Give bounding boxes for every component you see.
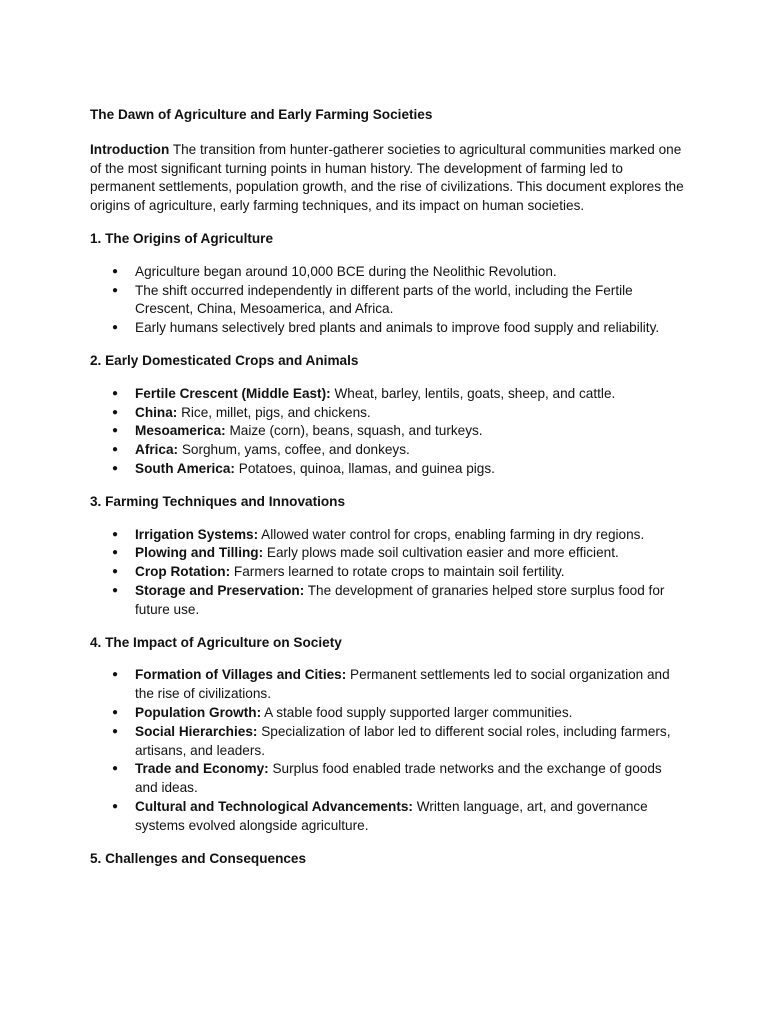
list-item-term: Irrigation Systems: bbox=[135, 526, 259, 542]
bullet-icon: ● bbox=[112, 444, 119, 456]
list-item bbox=[90, 441, 688, 460]
bullet-list bbox=[90, 385, 688, 479]
list-item bbox=[90, 704, 688, 723]
section-heading: 5. Challenges and Consequences bbox=[90, 850, 307, 866]
list-item-text: Potatoes, quinoa, llamas, and guinea pigs. bbox=[238, 460, 495, 476]
list-item bbox=[90, 544, 688, 563]
list-item-term: Formation of Villages and Cities: bbox=[135, 667, 347, 683]
bullet-icon: ● bbox=[112, 669, 119, 681]
list-item-text: Farmers learned to rotate crops to maintain soil fertility. bbox=[233, 564, 565, 580]
list-item-text: The shift occurred independently in different parts of the world, including the Fertile Crescent, China, Mesoamerica, and Africa. bbox=[135, 282, 633, 317]
list-item bbox=[90, 404, 688, 423]
section-heading: 4. The Impact of Agriculture on Society bbox=[90, 634, 342, 650]
list-item bbox=[90, 422, 688, 441]
list-item-term: Africa: bbox=[135, 442, 179, 458]
list-item-text: Agriculture began around 10,000 BCE during the Neolithic Revolution. bbox=[135, 263, 557, 279]
bullet-icon: ● bbox=[112, 763, 119, 775]
list-item-term: Trade and Economy: bbox=[135, 761, 269, 777]
intro-label: Introduction bbox=[90, 141, 170, 157]
bullet-icon: ● bbox=[112, 706, 119, 718]
list-item bbox=[90, 563, 688, 582]
list-item-text: The development of granaries helped store surplus food for future use. bbox=[135, 582, 665, 617]
bullet-icon: ● bbox=[112, 322, 119, 334]
intro-paragraph bbox=[90, 141, 688, 216]
list-item bbox=[90, 798, 688, 836]
document-title: The Dawn of Agriculture and Early Farming Societies bbox=[90, 107, 433, 122]
list-item bbox=[90, 282, 688, 320]
section-heading: 3. Farming Techniques and Innovations bbox=[90, 493, 346, 509]
list-item bbox=[90, 723, 688, 761]
bullet-icon: ● bbox=[112, 387, 119, 399]
list-item-text: Sorghum, yams, coffee, and donkeys. bbox=[181, 442, 410, 458]
list-item bbox=[90, 526, 688, 545]
bullet-list bbox=[90, 526, 688, 620]
section-heading: 2. Early Domesticated Crops and Animals bbox=[90, 352, 359, 368]
list-item-text: Early humans selectively bred plants and animals to improve food supply and reliability. bbox=[135, 320, 660, 336]
list-item-text: A stable food supply supported larger communities. bbox=[264, 704, 573, 720]
list-item-text: Early plows made soil cultivation easier and more efficient. bbox=[266, 545, 619, 561]
list-item-text: Permanent settlements led to social organization and the rise of civilizations. bbox=[135, 667, 670, 702]
bullet-list bbox=[90, 666, 688, 835]
list-item bbox=[90, 760, 688, 798]
list-item-text: Rice, millet, pigs, and chickens. bbox=[181, 404, 371, 420]
bullet-icon: ● bbox=[112, 800, 119, 812]
list-item-term: Plowing and Tilling: bbox=[135, 545, 264, 561]
list-item-text: Specialization of labor led to different social roles, including farmers, artisans, and leaders. bbox=[135, 723, 671, 758]
list-item bbox=[90, 666, 688, 704]
intro-text: The transition from hunter-gatherer societies to agricultural communities marked one of the most significant turning points in human history. The development of farming led to permanent settlements, population growth, and the rise of civilizations. This document explores the origins of agriculture, early farming techniques, and its impact on human societies. bbox=[90, 141, 684, 214]
list-item-term: Fertile Crescent (Middle East): bbox=[135, 385, 331, 401]
list-item-term: Mesoamerica: bbox=[135, 423, 226, 439]
bullet-icon: ● bbox=[112, 566, 119, 578]
list-item bbox=[90, 582, 688, 620]
list-item bbox=[90, 385, 688, 404]
list-item-term: Cultural and Technological Advancements: bbox=[135, 798, 413, 814]
list-item bbox=[90, 263, 688, 282]
list-item-term: China: bbox=[135, 404, 178, 420]
list-item bbox=[90, 460, 688, 479]
list-item-term: Crop Rotation: bbox=[135, 564, 231, 580]
list-item-text: Written language, art, and governance systems evolved alongside agriculture. bbox=[135, 798, 648, 833]
bullet-icon: ● bbox=[112, 284, 119, 296]
bullet-icon: ● bbox=[112, 725, 119, 737]
list-item bbox=[90, 319, 688, 338]
list-item-term: Population Growth: bbox=[135, 704, 262, 720]
list-item-text: Allowed water control for crops, enabling farming in dry regions. bbox=[261, 526, 645, 542]
bullet-list bbox=[90, 263, 688, 338]
list-item-text: Wheat, barley, lentils, goats, sheep, and cattle. bbox=[334, 385, 616, 401]
bullet-icon: ● bbox=[112, 265, 119, 277]
sections-container bbox=[90, 230, 688, 868]
bullet-icon: ● bbox=[112, 528, 119, 540]
list-item-text: Maize (corn), beans, squash, and turkeys. bbox=[229, 423, 483, 439]
bullet-icon: ● bbox=[112, 584, 119, 596]
list-item-term: Storage and Preservation: bbox=[135, 582, 305, 598]
list-item-text: Surplus food enabled trade networks and the exchange of goods and ideas. bbox=[135, 761, 662, 796]
list-item-term: South America: bbox=[135, 460, 235, 476]
bullet-icon: ● bbox=[112, 406, 119, 418]
bullet-icon: ● bbox=[112, 462, 119, 474]
section-heading: 1. The Origins of Agriculture bbox=[90, 230, 274, 246]
bullet-icon: ● bbox=[112, 425, 119, 437]
list-item-term: Social Hierarchies: bbox=[135, 723, 258, 739]
bullet-icon: ● bbox=[112, 547, 119, 559]
